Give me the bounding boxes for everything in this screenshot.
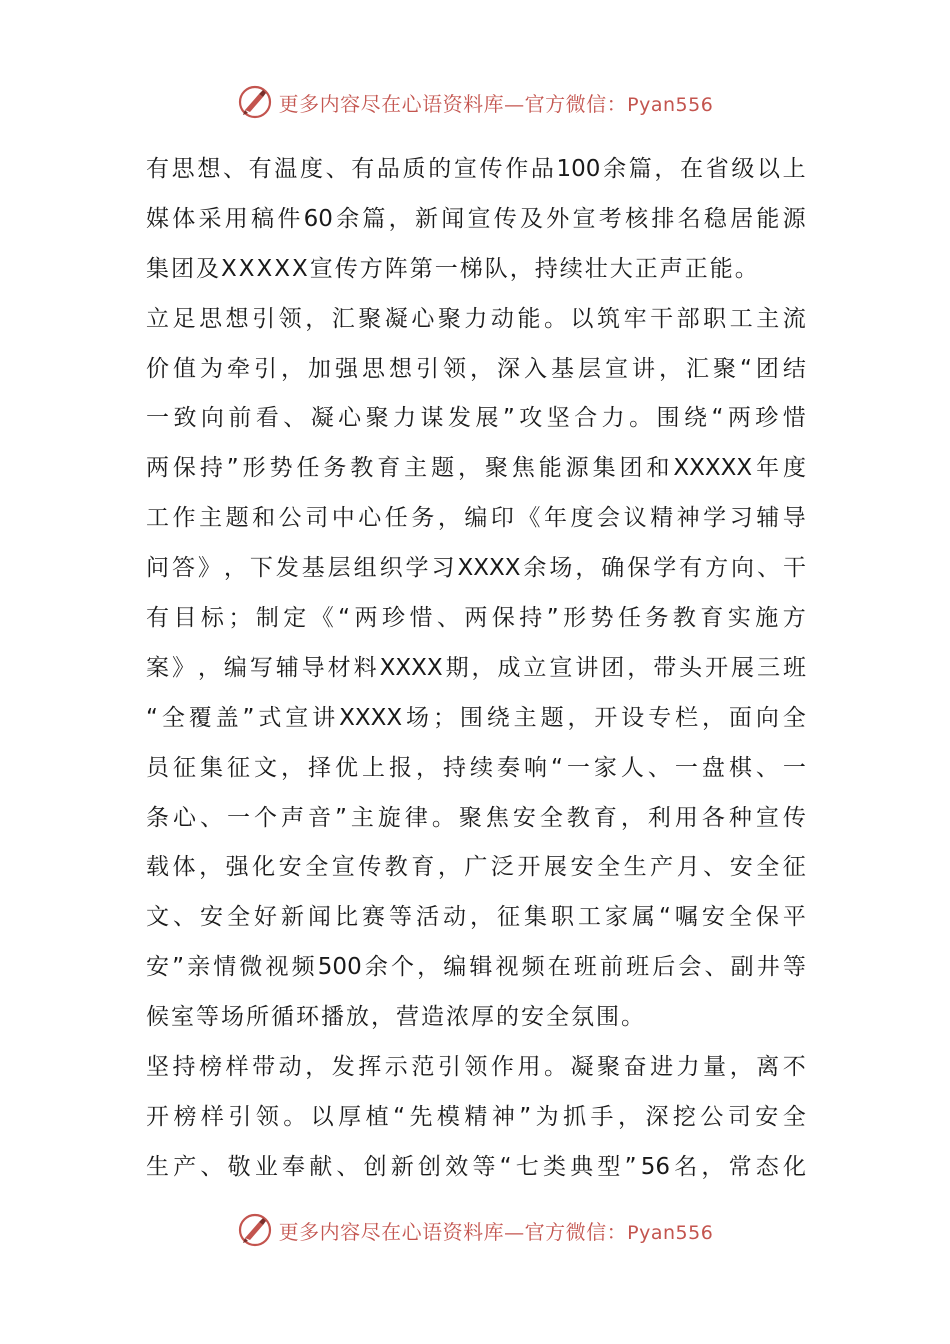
body-text-line: 生 产 、 敬 业 奉 献 、 创 新 创 效 等 “ 七 类 典 型 ” 56 名 ， 常 态 化 (146, 1153, 806, 1180)
body-text-line: 立 足 思 想 引 领 ， 汇 聚 凝 心 聚 力 动 能 。 以 筑 牢 干 部 职 工 主 流 (146, 305, 806, 332)
body-text-line: 一 致 向 前 看 、 凝 心 聚 力 谋 发 展 ” 攻 坚 合 力 。 围 绕 “ 两 珍 惜 (146, 405, 806, 432)
body-text-line: 安 ” 亲 情 微 视 频 500 余 个 ， 编 辑 视 频 在 班 前 班 后 会 、 副 井 等 (146, 954, 806, 981)
body-text-line: 案 》 ， 编 写 辅 导 材 料 XXXX 期 ， 成 立 宣 讲 团 ， 带 头 开 展 三 班 (146, 654, 806, 681)
body-text-line: 坚 持 榜 样 带 动 ， 发 挥 示 范 引 领 作 用 。 凝 聚 奋 进 力 量 ， 离 不 (146, 1054, 806, 1081)
body-text-line: “ 全 覆 盖 ” 式 宣 讲 XXXX 场 ； 围 绕 主 题 ， 开 设 专 栏 ， 面 向 全 (146, 704, 806, 731)
footer-watermark-text: 更多内容尽在心语资料库—官方微信：Pyan556 (278, 1219, 714, 1244)
body-text-line: 工 作 主 题 和 公 司 中 心 任 务 ， 编 印 《 年 度 会 议 精 神 学 习 辅 导 (146, 505, 806, 532)
footer-wechat-id: Pyan556 (627, 1221, 714, 1244)
body-text-line: 条 心 、 一 个 声 音 ” 主 旋 律 。 聚 焦 安 全 教 育 ， 利 用 各 种 宣 传 (146, 804, 806, 831)
header-watermark-text: 更多内容尽在心语资料库—官方微信：Pyan556 (278, 91, 714, 116)
body-text-line: 两 保 持 ” 形 势 任 务 教 育 主 题 ， 聚 焦 能 源 集 团 和 XXXXX 年 度 (146, 455, 806, 482)
body-text-line: 员 征 集 征 文 ， 择 优 上 报 ， 持 续 奏 响 “ 一 家 人 、 一 盘 棋 、 一 (146, 754, 806, 781)
body-text-line: 有 目 标 ； 制 定 《 “ 两 珍 惜 、 两 保 持 ” 形 势 任 务 教 育 实 施 方 (146, 605, 806, 632)
body-text-line: 有 思 想 、 有 温 度 、 有 品 质 的 宣 传 作 品 100 余 篇 ， 在 省 级 以 上 (146, 156, 806, 182)
body-text-line: 文 、 安 全 好 新 闻 比 赛 等 活 动 ， 征 集 职 工 家 属 “ 嘱 安 全 保 平 (146, 904, 806, 931)
body-text-line: 集团及XXXXX宣传方阵第一梯队，持续壮大正声正能。 (146, 255, 760, 282)
body-text-line: 价 值 为 牵 引 ， 加 强 思 想 引 领 ， 深 入 基 层 宣 讲 ， 汇 聚 “ 团 结 (146, 355, 806, 382)
body-text-line: 媒 体 采 用 稿 件 60 余 篇 ， 新 闻 宣 传 及 外 宣 考 核 排 名 稳 居 能 源 (146, 205, 806, 232)
pen-logo-icon (237, 1212, 273, 1248)
header-watermark-banner (0, 82, 950, 122)
body-text-line: 开 榜 样 引 领 。 以 厚 植 “ 先 模 精 神 ” 为 抓 手 ， 深 挖 公 司 安 全 (146, 1103, 806, 1130)
body-text-line: 载 体 ， 强 化 安 全 宣 传 教 育 ， 广 泛 开 展 安 全 生 产 月 、 安 全 征 (146, 854, 806, 881)
body-text-line: 问 答 》 ， 下 发 基 层 组 织 学 习 XXXX 余 场 ， 确 保 学 有 方 向 、 干 (146, 555, 806, 582)
document-body (146, 145, 806, 1193)
header-wechat-id: Pyan556 (627, 93, 714, 116)
footer-watermark-banner (0, 1210, 950, 1250)
body-text-line: 候室等场所循环播放，营造浓厚的安全氛围。 (146, 1004, 646, 1031)
pen-logo-icon (237, 84, 273, 120)
